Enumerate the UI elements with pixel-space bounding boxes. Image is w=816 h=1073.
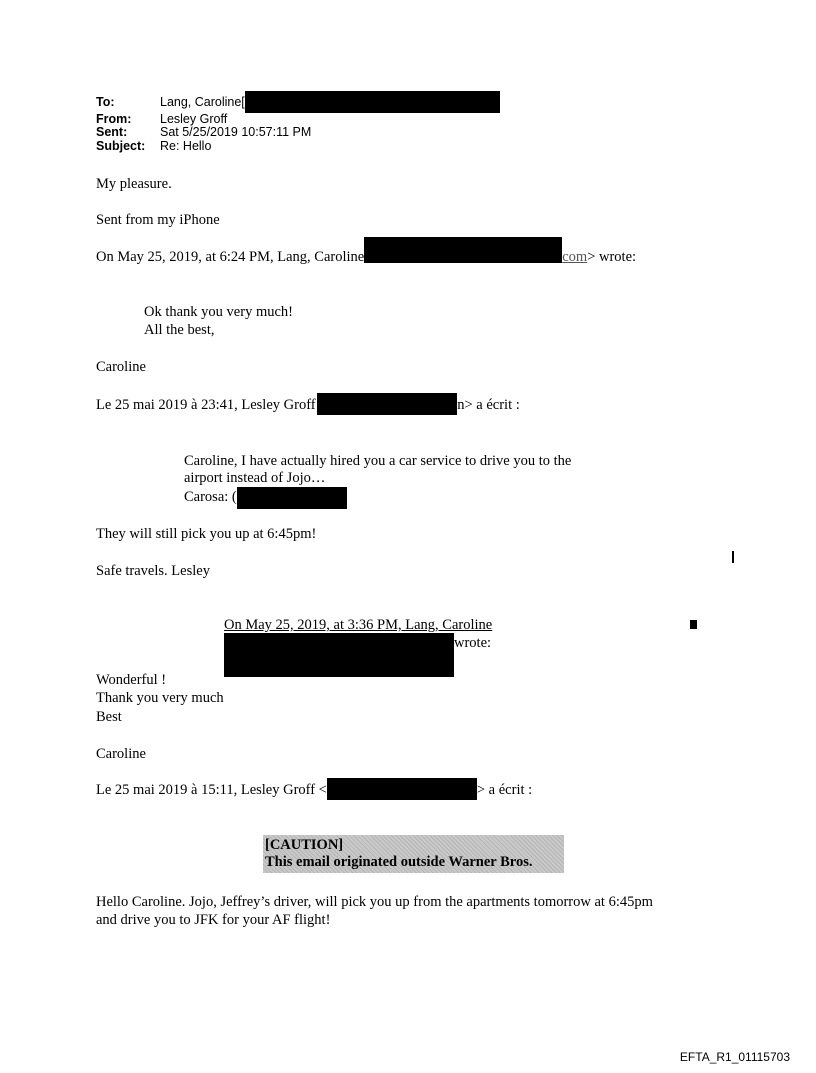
subject-value: Re: Hello bbox=[160, 138, 212, 153]
sent-value: Sat 5/25/2019 10:57:11 PM bbox=[160, 125, 312, 140]
caution-text: This email originated outside Warner Bros. bbox=[265, 854, 533, 870]
quote-header-text: > a écrit : bbox=[464, 397, 520, 413]
from-label: From: bbox=[96, 112, 132, 126]
to-label: To: bbox=[96, 95, 115, 109]
body-text: My pleasure. bbox=[96, 176, 172, 192]
email-header bbox=[96, 96, 500, 153]
redaction-box bbox=[224, 633, 454, 677]
quote-header bbox=[96, 781, 532, 800]
sent-row bbox=[96, 126, 500, 139]
quote-header: wrote: bbox=[454, 635, 492, 651]
to-row bbox=[96, 96, 500, 113]
body-text: Sent from my iPhone bbox=[96, 212, 220, 228]
redaction-box bbox=[317, 393, 457, 415]
body-text: Ok thank you very much! bbox=[144, 304, 293, 320]
caution-title: [CAUTION] bbox=[265, 837, 344, 853]
redaction-box bbox=[327, 778, 477, 800]
email-link[interactable]: com bbox=[562, 249, 588, 265]
quote-header: On May 25, 2019, at 3:36 PM, Lang, Caroline bbox=[224, 617, 493, 633]
body-text: Caroline, I have actually hired you a car service to drive you to the bbox=[184, 453, 572, 469]
body-text: airport instead of Jojo… bbox=[184, 470, 326, 486]
redaction-box bbox=[237, 487, 347, 509]
quote-header bbox=[96, 396, 520, 415]
body-text: All the best, bbox=[144, 322, 215, 338]
to-value: Lang, Caroline[ bbox=[160, 95, 245, 109]
body-text: Hello Caroline. Jojo, Jeffrey’s driver, will pick you up from the apartments tomorrow at 6:45pm bbox=[96, 894, 653, 910]
signature: Caroline bbox=[96, 746, 146, 762]
body-text-part: Carosa: ( bbox=[184, 489, 237, 505]
body-text: and drive you to JFK for your AF flight! bbox=[96, 912, 331, 928]
quote-header-text: n bbox=[457, 397, 465, 413]
from-row bbox=[96, 113, 500, 126]
body-text: Best bbox=[96, 709, 122, 725]
quote-header-text: > a écrit : bbox=[476, 782, 533, 798]
document-id: EFTA_R1_01115703 bbox=[679, 1050, 790, 1064]
sent-label: Sent: bbox=[96, 125, 128, 140]
body-text: Thank you very much bbox=[96, 690, 224, 706]
quote-header-text: On May 25, 2019, at 6:24 PM, Lang, Caroline bbox=[96, 249, 365, 265]
quote-header bbox=[96, 248, 636, 266]
subject-label: Subject: bbox=[96, 138, 146, 153]
body-text: Wonderful ! bbox=[96, 672, 167, 688]
redaction-box bbox=[245, 91, 500, 113]
quote-header-text: Le 25 mai 2019 à 15:11, Lesley Groff < bbox=[96, 782, 327, 798]
from-value: Lesley Groff bbox=[160, 112, 228, 126]
subject-row bbox=[96, 140, 500, 153]
caution-banner bbox=[263, 835, 564, 873]
body-text: Safe travels. Lesley bbox=[96, 563, 210, 579]
signature: Caroline bbox=[96, 359, 146, 375]
scan-mark bbox=[690, 620, 697, 629]
scan-mark bbox=[732, 551, 734, 563]
redaction-box bbox=[364, 237, 562, 263]
body-text bbox=[184, 488, 347, 509]
body-text: They will still pick you up at 6:45pm! bbox=[96, 526, 317, 542]
quote-header-text: > wrote: bbox=[587, 249, 637, 265]
quote-header-text: Le 25 mai 2019 à 23:41, Lesley Groff bbox=[96, 397, 316, 413]
